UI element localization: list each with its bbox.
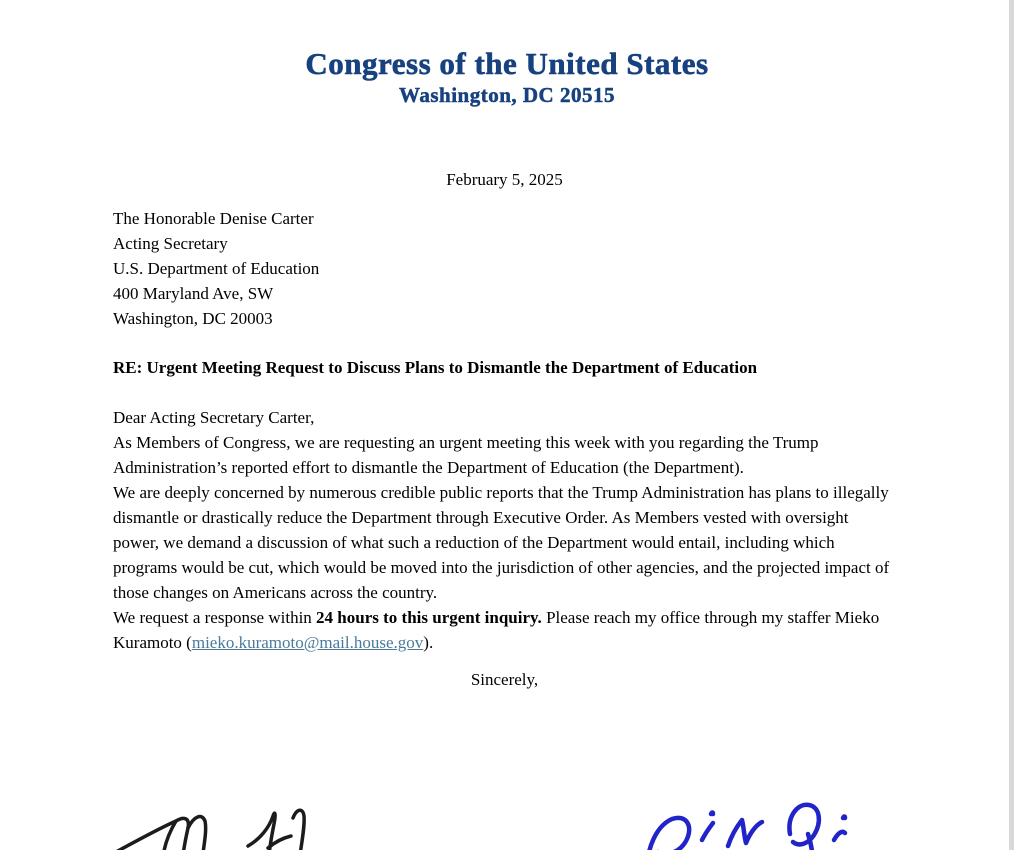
closing-sincerely: Sincerely, [470, 670, 539, 689]
signature-right [638, 798, 938, 850]
letter-body [0, 108, 1014, 692]
signature-left [112, 804, 372, 850]
body-paragraph-3 [113, 605, 896, 655]
salutation: Dear Acting Secretary Carter, [113, 408, 315, 427]
recipient-line-city: Washington, DC 20003 [113, 309, 273, 328]
letterhead [0, 0, 1014, 108]
recipient-line-title: Acting Secretary [113, 234, 228, 253]
letterhead-subtitle: Washington, DC 20515 [399, 83, 615, 107]
recipient-address-block [113, 206, 896, 331]
paragraph-3-middle: Please reach my office through my staffer Mieko Kuramoto ( [113, 608, 880, 652]
email-link[interactable]: mieko.kuramoto@mail.house.gov [191, 633, 424, 652]
letterhead-title: Congress of the United States [305, 46, 709, 81]
paragraph-3-prefix: We request a response within [113, 608, 317, 627]
body-paragraph-2: We are deeply concerned by numerous credible public reports that the Trump Administration has plans to illegally dismantle or drastically reduce the Department through Executive Order. As Members vested with oversight power, we demand a discussion of what such a reduction of the Department would entail, including which programs would be cut, which would be moved into the jurisdiction of other agencies, and the projected impact of those changes on Americans across the country. [113, 483, 890, 602]
recipient-line-name: The Honorable Denise Carter [113, 209, 314, 228]
recipient-line-agency: U.S. Department of Education [113, 259, 320, 278]
letter-date: February 5, 2025 [446, 170, 563, 189]
recipient-line-street: 400 Maryland Ave, SW [113, 284, 274, 303]
paragraph-3-bold-deadline: 24 hours to this urgent inquiry. [316, 608, 542, 627]
subject-line: RE: Urgent Meeting Request to Discuss Plans to Dismantle the Department of Education [113, 358, 758, 377]
paragraph-3-suffix: ). [423, 633, 434, 652]
page-right-edge [1009, 0, 1014, 850]
body-paragraph-1: As Members of Congress, we are requesting an urgent meeting this week with you regarding the Trump Administration’s reported effort to dismantle the Department of Education (the Department). [113, 433, 819, 477]
